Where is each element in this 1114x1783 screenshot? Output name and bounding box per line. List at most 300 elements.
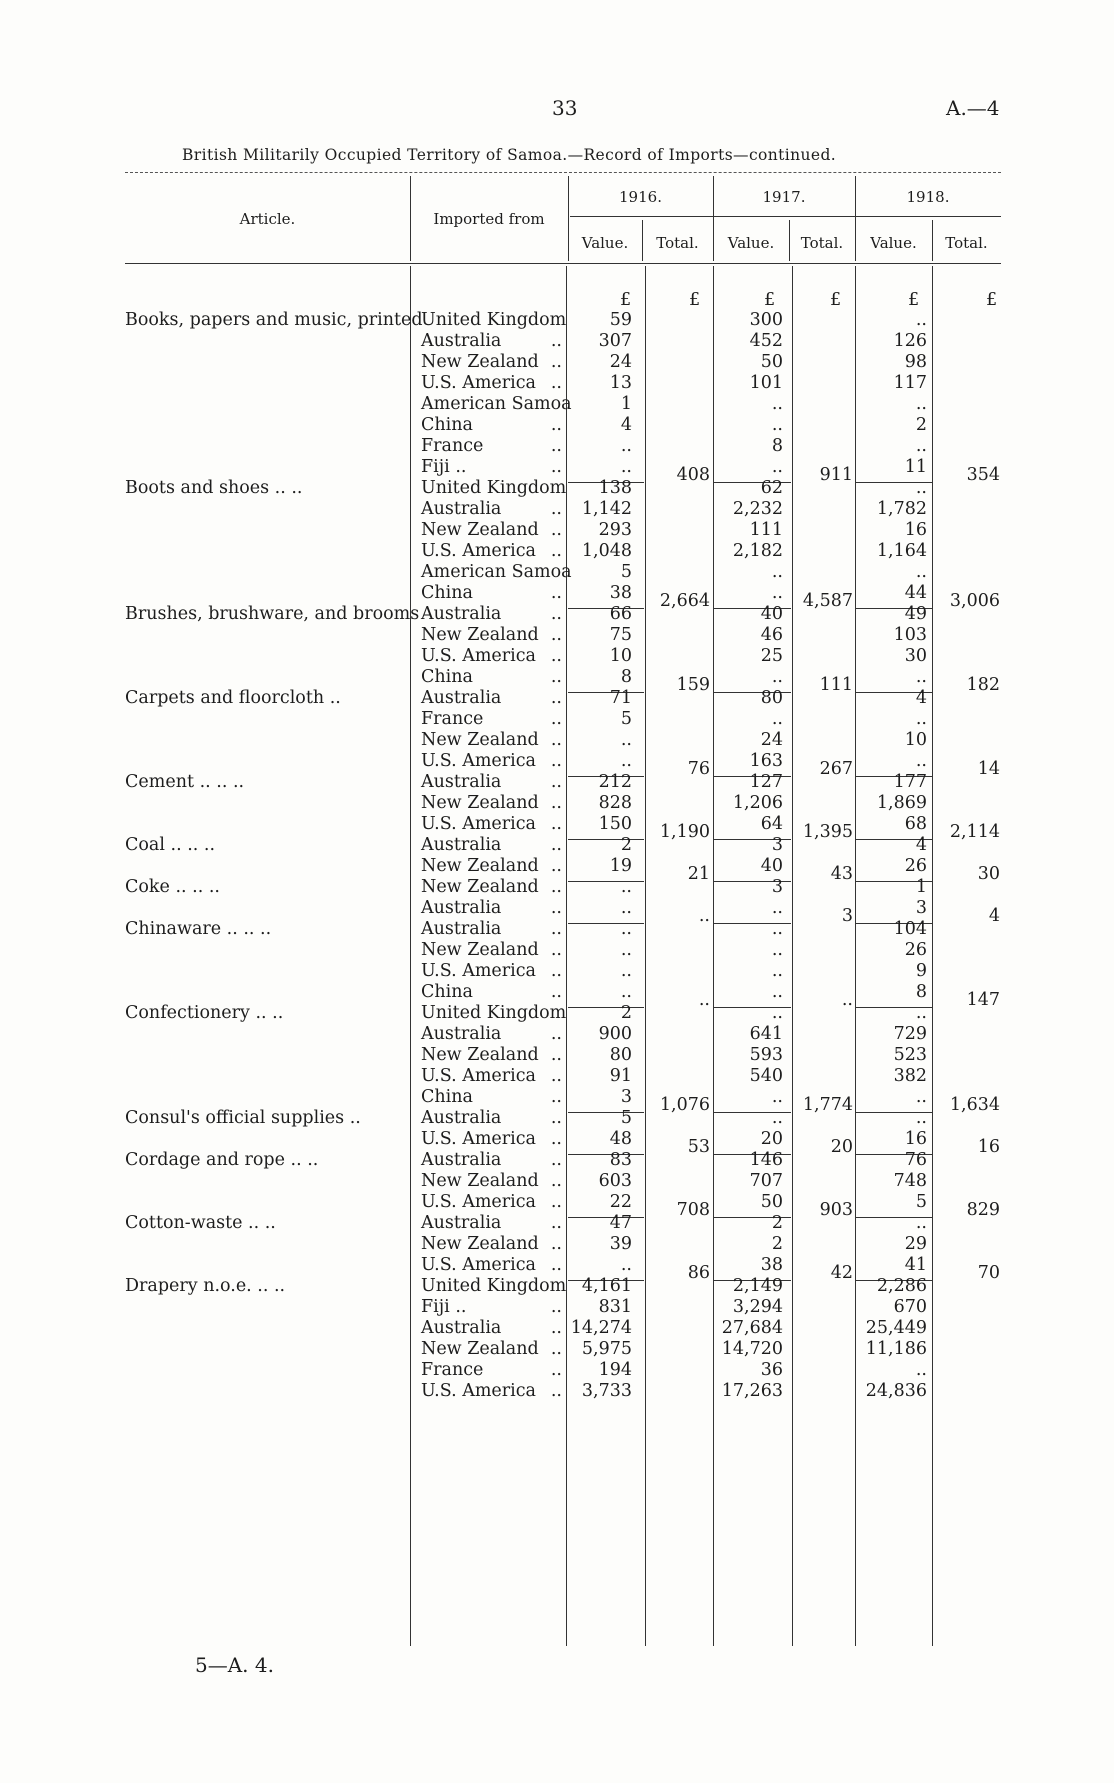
value-1916-header: Value. — [581, 234, 629, 252]
header-bottom-rule — [125, 263, 1001, 264]
value-1917: .. — [771, 982, 783, 1002]
value-1917: 540 — [749, 1066, 783, 1086]
value-1917: 2 — [771, 1213, 783, 1233]
leader-dots: .. — [550, 730, 562, 750]
pound-sign: £ — [986, 290, 998, 310]
value-1918: .. — [915, 562, 927, 582]
article-column-header: Article. — [239, 210, 296, 228]
imported-from-country: France — [421, 709, 484, 729]
imported-from-country: New Zealand — [421, 1339, 539, 1359]
total-1917: 267 — [819, 759, 853, 779]
value-1916: 66 — [609, 604, 632, 624]
value-1917: 641 — [749, 1024, 783, 1044]
total-1918: 3,006 — [949, 591, 1000, 611]
year-underline — [570, 216, 1001, 217]
pound-sign: £ — [689, 290, 701, 310]
leader-dots: .. — [550, 1381, 562, 1401]
value-1917: 62 — [760, 478, 783, 498]
total-1918: 354 — [966, 465, 1000, 485]
leader-dots: .. — [550, 898, 562, 918]
value-1917: 2 — [771, 1234, 783, 1254]
value-1918: .. — [915, 709, 927, 729]
total-1918: 30 — [977, 864, 1000, 884]
value-1916: .. — [620, 877, 632, 897]
value-1917: 64 — [760, 814, 783, 834]
leader-dots: .. — [550, 604, 562, 624]
value-1918: 9 — [915, 961, 927, 981]
imported-from-column-header: Imported from — [433, 210, 545, 228]
article-name: Drapery n.o.e. .. .. — [125, 1276, 286, 1296]
table-title: British Militarily Occupied Territory of Samoa.—Record of Imports—continued. — [182, 146, 837, 164]
value-1918: 382 — [893, 1066, 927, 1086]
value-1918: 10 — [904, 730, 927, 750]
value-1916: 828 — [598, 793, 632, 813]
leader-dots: .. — [550, 919, 562, 939]
article-name: Chinaware .. .. .. — [125, 919, 272, 939]
value-1917: 2,149 — [732, 1276, 783, 1296]
imported-from-country: Australia — [421, 499, 502, 519]
total-1916: 86 — [687, 1263, 710, 1283]
value-1917-header: Value. — [727, 234, 775, 252]
value-1916: 10 — [609, 646, 632, 666]
value-1918: 1,164 — [876, 541, 927, 561]
value-1918: .. — [915, 667, 927, 687]
value-1917: 101 — [749, 373, 783, 393]
leader-dots: .. — [550, 1297, 562, 1317]
column-divider — [713, 266, 714, 1646]
pound-sign: £ — [620, 290, 632, 310]
value-1918: .. — [915, 1360, 927, 1380]
value-1916: 293 — [598, 520, 632, 540]
value-1917: 146 — [749, 1150, 783, 1170]
paper-reference: A.—4 — [946, 96, 1000, 120]
total-1916: .. — [698, 906, 710, 926]
value-1916: .. — [620, 436, 632, 456]
total-1918: 70 — [977, 1263, 1000, 1283]
leader-dots: .. — [550, 541, 562, 561]
leader-dots: .. — [550, 709, 562, 729]
value-1918: 4 — [915, 835, 927, 855]
value-1916: 194 — [598, 1360, 632, 1380]
article-name: Coal .. .. .. — [125, 835, 216, 855]
value-1918: 748 — [893, 1171, 927, 1191]
leader-dots: .. — [550, 814, 562, 834]
imported-from-country: China — [421, 982, 473, 1002]
total-1918: 2,114 — [949, 822, 1000, 842]
value-1917: 36 — [760, 1360, 783, 1380]
total-1917: 111 — [819, 675, 853, 695]
page-signature: 5—A. 4. — [195, 1653, 274, 1677]
total-1917: 43 — [830, 864, 853, 884]
value-1917: 593 — [749, 1045, 783, 1065]
total-1918: 14 — [977, 759, 1000, 779]
total-1918-header: Total. — [945, 234, 988, 252]
total-1917: 20 — [830, 1137, 853, 1157]
column-divider — [566, 266, 567, 1646]
total-1918: 4 — [988, 906, 1000, 926]
value-1917: 8 — [771, 436, 783, 456]
page-number: 33 — [552, 96, 578, 120]
value-1916: 900 — [598, 1024, 632, 1044]
value-1917: 27,684 — [721, 1318, 783, 1338]
value-1918-header: Value. — [870, 234, 917, 252]
value-1917: .. — [771, 394, 783, 414]
pound-sign: £ — [764, 290, 776, 310]
imported-from-country: U.S. America — [421, 751, 536, 771]
value-1916: .. — [620, 457, 632, 477]
imported-from-country: U.S. America — [421, 961, 536, 981]
imported-from-country: China — [421, 1087, 473, 1107]
value-1918: .. — [915, 394, 927, 414]
leader-dots: .. — [550, 856, 562, 876]
leader-dots: .. — [550, 520, 562, 540]
value-1917: 20 — [760, 1129, 783, 1149]
value-1917: 3,294 — [732, 1297, 783, 1317]
column-divider — [792, 266, 793, 1646]
imported-from-country: France — [421, 1360, 484, 1380]
leader-dots: .. — [550, 499, 562, 519]
value-1916: 83 — [609, 1150, 632, 1170]
total-1917: .. — [841, 990, 853, 1010]
column-divider — [932, 266, 933, 1646]
value-1916: 831 — [598, 1297, 632, 1317]
value-1918: 25,449 — [865, 1318, 927, 1338]
value-1917: 14,720 — [721, 1339, 783, 1359]
imported-from-country: U.S. America — [421, 1381, 536, 1401]
leader-dots: .. — [550, 667, 562, 687]
total-1917-header: Total. — [800, 234, 844, 252]
imported-from-country: China — [421, 667, 473, 687]
value-1918: .. — [915, 436, 927, 456]
value-1916: 5 — [620, 1108, 632, 1128]
value-1917: .. — [771, 583, 783, 603]
value-1918: 26 — [904, 940, 927, 960]
value-1916: .. — [620, 898, 632, 918]
imported-from-country: New Zealand — [421, 730, 539, 750]
value-1918: 98 — [904, 352, 927, 372]
total-1916-header: Total. — [656, 234, 699, 252]
total-1916: 76 — [687, 759, 710, 779]
imported-from-country: United Kingdom — [421, 1003, 567, 1023]
value-1917: 2,232 — [732, 499, 783, 519]
value-1918: 729 — [893, 1024, 927, 1044]
value-1916: 22 — [609, 1192, 632, 1212]
value-1916: 2 — [620, 835, 632, 855]
leader-dots: .. — [550, 877, 562, 897]
value-1918: 41 — [904, 1255, 927, 1275]
leader-dots: .. — [550, 1045, 562, 1065]
value-1918: 30 — [904, 646, 927, 666]
value-1917: 452 — [749, 331, 783, 351]
value-1918: 24,836 — [865, 1381, 927, 1401]
imported-from-country: U.S. America — [421, 1129, 536, 1149]
leader-dots: .. — [550, 1318, 562, 1338]
leader-dots: .. — [550, 1108, 562, 1128]
imported-from-country: U.S. America — [421, 1255, 536, 1275]
imported-from-country: Australia — [421, 604, 502, 624]
leader-dots: .. — [550, 436, 562, 456]
value-1918: 76 — [904, 1150, 927, 1170]
value-1917: 707 — [749, 1171, 783, 1191]
article-name: Confectionery .. .. — [125, 1003, 284, 1023]
imported-from-country: Fiji .. — [421, 1297, 467, 1317]
value-1918: 1,869 — [876, 793, 927, 813]
leader-dots: .. — [550, 1192, 562, 1212]
value-1916: 150 — [598, 814, 632, 834]
total-1916: .. — [698, 990, 710, 1010]
value-1916: 5 — [620, 709, 632, 729]
total-1916: 708 — [676, 1200, 710, 1220]
value-1916: .. — [620, 919, 632, 939]
leader-dots: .. — [550, 982, 562, 1002]
value-1917: 40 — [760, 604, 783, 624]
imported-from-country: New Zealand — [421, 940, 539, 960]
article-name: Boots and shoes .. .. — [125, 478, 303, 498]
value-1918: 49 — [904, 604, 927, 624]
header-top-rule — [125, 172, 1001, 173]
total-1918: 1,634 — [949, 1095, 1000, 1115]
value-1918: 11,186 — [865, 1339, 927, 1359]
total-1916: 2,664 — [659, 591, 710, 611]
article-name: Cement .. .. .. — [125, 772, 245, 792]
leader-dots: .. — [550, 1087, 562, 1107]
imported-from-country: New Zealand — [421, 1234, 539, 1254]
value-1918: .. — [915, 1003, 927, 1023]
value-1918: 26 — [904, 856, 927, 876]
leader-dots: .. — [550, 1066, 562, 1086]
total-1917: 42 — [830, 1263, 853, 1283]
leader-dots: .. — [550, 1255, 562, 1275]
value-1916: 1,142 — [581, 499, 632, 519]
value-1917: .. — [771, 898, 783, 918]
imported-from-country: New Zealand — [421, 877, 539, 897]
value-1917: .. — [771, 961, 783, 981]
leader-dots: .. — [550, 352, 562, 372]
leader-dots: .. — [550, 415, 562, 435]
column-divider — [855, 266, 856, 1646]
imported-from-country: Australia — [421, 772, 502, 792]
value-1917: 127 — [749, 772, 783, 792]
imported-from-country: U.S. America — [421, 1192, 536, 1212]
leader-dots: .. — [550, 1150, 562, 1170]
value-1916: 138 — [598, 478, 632, 498]
value-1918: 3 — [915, 898, 927, 918]
imported-from-country: Australia — [421, 688, 502, 708]
imported-from-country: New Zealand — [421, 1171, 539, 1191]
total-1916: 1,190 — [659, 822, 710, 842]
total-1916: 21 — [687, 864, 710, 884]
value-1917: .. — [771, 667, 783, 687]
value-1917: .. — [771, 457, 783, 477]
leader-dots: .. — [550, 940, 562, 960]
value-1916: 8 — [620, 667, 632, 687]
imported-from-country: New Zealand — [421, 793, 539, 813]
article-name: Carpets and floorcloth .. — [125, 688, 341, 708]
total-1918: 147 — [966, 990, 1000, 1010]
value-1917: .. — [771, 1003, 783, 1023]
year-1917-header: 1917. — [762, 188, 806, 206]
imported-from-country: Australia — [421, 1318, 502, 1338]
imported-from-country: France — [421, 436, 484, 456]
imported-from-country: Australia — [421, 835, 502, 855]
imported-from-country: United Kingdom — [421, 478, 567, 498]
leader-dots: .. — [550, 457, 562, 477]
value-1918: 104 — [893, 919, 927, 939]
article-name: Cordage and rope .. .. — [125, 1150, 319, 1170]
value-1916: .. — [620, 982, 632, 1002]
value-1916: 1 — [620, 394, 632, 414]
value-1918: 1,782 — [876, 499, 927, 519]
value-1917: 163 — [749, 751, 783, 771]
leader-dots: .. — [550, 751, 562, 771]
imported-from-country: United Kingdom — [421, 1276, 567, 1296]
article-name: Coke .. .. .. — [125, 877, 220, 897]
value-1916: 3 — [620, 1087, 632, 1107]
value-1916: 75 — [609, 625, 632, 645]
value-1916: .. — [620, 940, 632, 960]
value-1917: 2,182 — [732, 541, 783, 561]
value-1916: .. — [620, 1255, 632, 1275]
total-1916: 159 — [676, 675, 710, 695]
value-1916: 80 — [609, 1045, 632, 1065]
article-name: Cotton-waste .. .. — [125, 1213, 276, 1233]
leader-dots: .. — [550, 793, 562, 813]
value-1917: .. — [771, 415, 783, 435]
total-1918: 16 — [977, 1137, 1000, 1157]
value-1917: .. — [771, 919, 783, 939]
value-1918: 126 — [893, 331, 927, 351]
value-1916: 71 — [609, 688, 632, 708]
leader-dots: .. — [550, 1360, 562, 1380]
value-1918: 2 — [915, 415, 927, 435]
value-1918: .. — [915, 1087, 927, 1107]
value-1918: .. — [915, 478, 927, 498]
value-1917: 111 — [749, 520, 783, 540]
imported-from-country: American Samoa — [421, 394, 572, 414]
value-1916: 59 — [609, 310, 632, 330]
value-1917: .. — [771, 562, 783, 582]
year-1916-header: 1916. — [619, 188, 662, 206]
value-1918: .. — [915, 1108, 927, 1128]
imported-from-country: Australia — [421, 1108, 502, 1128]
year-1918-header: 1918. — [906, 188, 950, 206]
column-divider — [410, 266, 411, 1646]
leader-dots: .. — [550, 1129, 562, 1149]
article-name: Brushes, brushware, and brooms — [125, 604, 420, 624]
value-1916: 2 — [620, 1003, 632, 1023]
imported-from-country: Australia — [421, 1150, 502, 1170]
value-1918: 103 — [893, 625, 927, 645]
value-1916: 3,733 — [581, 1381, 632, 1401]
imported-from-country: U.S. America — [421, 1066, 536, 1086]
leader-dots: .. — [550, 646, 562, 666]
leader-dots: .. — [550, 625, 562, 645]
value-1918: 16 — [904, 520, 927, 540]
leader-dots: .. — [550, 688, 562, 708]
imported-from-country: New Zealand — [421, 352, 539, 372]
value-1917: 50 — [760, 352, 783, 372]
value-1916: 603 — [598, 1171, 632, 1191]
pound-sign: £ — [830, 290, 842, 310]
value-1916: 13 — [609, 373, 632, 393]
total-1917: 4,587 — [802, 591, 853, 611]
value-1916: .. — [620, 751, 632, 771]
leader-dots: .. — [550, 1171, 562, 1191]
value-1918: 670 — [893, 1297, 927, 1317]
value-1917: 1,206 — [732, 793, 783, 813]
value-1918: .. — [915, 310, 927, 330]
value-1917: 3 — [771, 835, 783, 855]
value-1917: 38 — [760, 1255, 783, 1275]
value-1918: 68 — [904, 814, 927, 834]
leader-dots: .. — [550, 772, 562, 792]
value-1918: 4 — [915, 688, 927, 708]
value-1916: .. — [620, 961, 632, 981]
value-1917: .. — [771, 1108, 783, 1128]
imported-from-country: New Zealand — [421, 520, 539, 540]
value-1918: 177 — [893, 772, 927, 792]
value-1916: 212 — [598, 772, 632, 792]
value-1916: 39 — [609, 1234, 632, 1254]
article-name: Consul's official supplies .. — [125, 1108, 361, 1128]
pound-sign: £ — [908, 290, 920, 310]
imported-from-country: Australia — [421, 1024, 502, 1044]
total-1918: 182 — [966, 675, 1000, 695]
imported-from-country: China — [421, 583, 473, 603]
imported-from-country: U.S. America — [421, 373, 536, 393]
value-1916: 307 — [598, 331, 632, 351]
value-1917: 50 — [760, 1192, 783, 1212]
total-1916: 408 — [676, 465, 710, 485]
leader-dots: .. — [550, 835, 562, 855]
value-1916: 38 — [609, 583, 632, 603]
total-1917: 1,774 — [802, 1095, 853, 1115]
imported-from-country: Australia — [421, 1213, 502, 1233]
value-1918: 5 — [915, 1192, 927, 1212]
imported-from-country: U.S. America — [421, 814, 536, 834]
value-1918: 44 — [904, 583, 927, 603]
total-1917: 3 — [841, 906, 853, 926]
value-1917: 80 — [760, 688, 783, 708]
value-1917: 40 — [760, 856, 783, 876]
value-1918: 8 — [915, 982, 927, 1002]
column-divider — [645, 266, 646, 1646]
value-1918: 11 — [904, 457, 927, 477]
leader-dots: .. — [550, 583, 562, 603]
value-1916: 5 — [620, 562, 632, 582]
imported-from-country: U.S. America — [421, 646, 536, 666]
value-1917: 25 — [760, 646, 783, 666]
leader-dots: .. — [550, 1339, 562, 1359]
value-1917: 24 — [760, 730, 783, 750]
imported-from-country: American Samoa — [421, 562, 572, 582]
value-1916: 24 — [609, 352, 632, 372]
value-1917: 300 — [749, 310, 783, 330]
leader-dots: .. — [550, 1213, 562, 1233]
value-1918: 1 — [915, 877, 927, 897]
value-1918: 523 — [893, 1045, 927, 1065]
value-1917: .. — [771, 709, 783, 729]
value-1916: 4,161 — [581, 1276, 632, 1296]
imported-from-country: China — [421, 415, 473, 435]
value-1918: 29 — [904, 1234, 927, 1254]
leader-dots: .. — [550, 961, 562, 981]
imported-from-country: Australia — [421, 898, 502, 918]
value-1916: 91 — [609, 1066, 632, 1086]
value-1918: 117 — [893, 373, 927, 393]
value-1917: 46 — [760, 625, 783, 645]
total-1918: 829 — [966, 1200, 1000, 1220]
